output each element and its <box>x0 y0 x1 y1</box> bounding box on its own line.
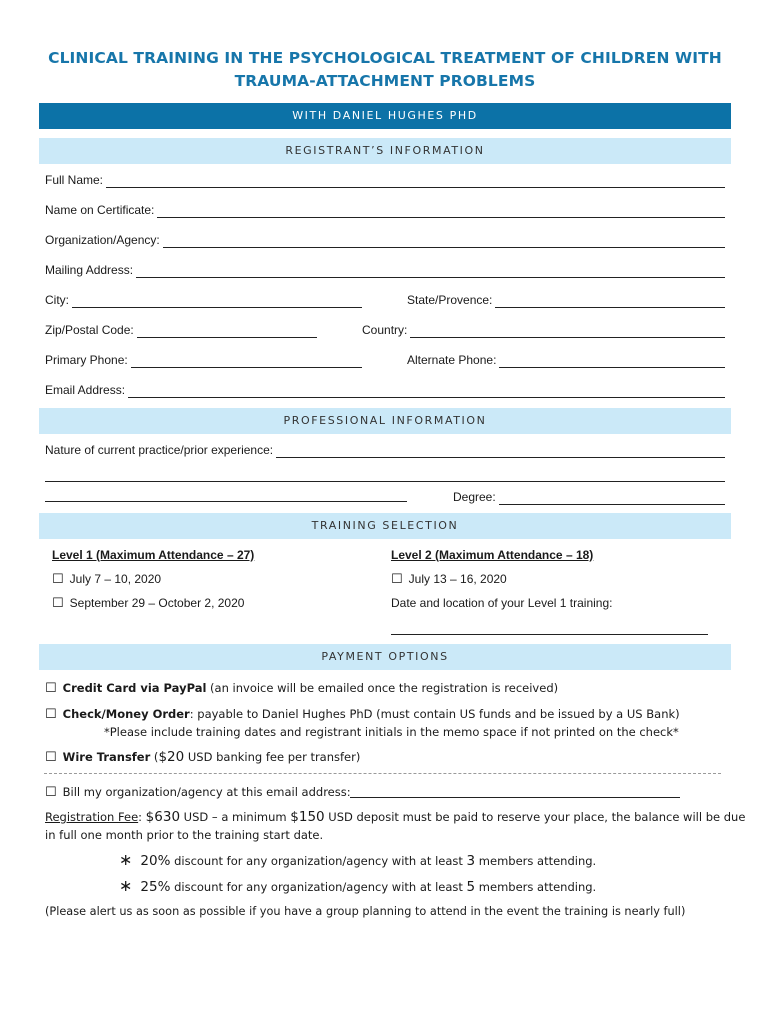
fee-colon: : <box>138 810 146 824</box>
level1-option-2-label: September 29 – October 2, 2020 <box>69 596 245 610</box>
dashed-divider <box>44 773 721 774</box>
asterisk-icon: ∗ <box>119 876 133 895</box>
level1-option-2[interactable] <box>52 595 244 612</box>
email-label: Email Address: <box>45 383 126 397</box>
discount-20-count: 3 <box>466 853 476 869</box>
primary-phone-label: Primary Phone: <box>45 353 128 367</box>
section-training: TRAINING SELECTION <box>39 513 731 539</box>
fee-label: Registration Fee <box>45 810 139 824</box>
checkbox-icon[interactable]: ☐ <box>45 707 57 722</box>
bill-org-email-line[interactable] <box>350 797 680 798</box>
primary-phone-line[interactable] <box>131 355 362 368</box>
check-option[interactable] <box>45 706 680 723</box>
wire-label: Wire Transfer <box>62 750 151 764</box>
level1-training-prompt: Date and location of your Level 1 training: <box>391 596 613 610</box>
discount-25-mid: discount for any organization/agency with at least <box>170 880 467 894</box>
city-label: City: <box>45 293 69 307</box>
city-line[interactable] <box>72 295 362 308</box>
alternate-phone-field[interactable] <box>407 352 725 368</box>
level1-heading: Level 1 (Maximum Attendance – 27) <box>52 548 255 562</box>
wire-paren: ( <box>150 750 159 764</box>
zip-label: Zip/Postal Code: <box>45 323 134 337</box>
checkbox-icon[interactable]: ☐ <box>52 572 64 587</box>
checkbox-icon[interactable]: ☐ <box>45 750 57 765</box>
registration-fee-line2: in full one month prior to the training start date. <box>45 828 324 842</box>
zip-line[interactable] <box>137 325 317 338</box>
organization-field[interactable] <box>45 232 725 248</box>
bill-org-option[interactable] <box>45 784 351 801</box>
mailing-address-line[interactable] <box>136 265 725 278</box>
fee-mid: USD – a minimum <box>180 810 291 824</box>
level2-option-1-label: July 13 – 16, 2020 <box>408 572 507 586</box>
checkbox-icon[interactable]: ☐ <box>45 785 57 800</box>
discount-20-pct: 20% <box>140 853 171 869</box>
paypal-description: (an invoice will be emailed once the registration is received) <box>206 681 559 695</box>
check-label: Check/Money Order <box>62 707 190 721</box>
full-name-line[interactable] <box>106 175 725 188</box>
asterisk-icon: ∗ <box>119 850 133 869</box>
wire-amount: $20 <box>158 749 185 765</box>
alternate-phone-label: Alternate Phone: <box>407 353 497 367</box>
full-name-field[interactable] <box>45 172 725 188</box>
discount-20-mid: discount for any organization/agency with at least <box>170 854 467 868</box>
section-payment: PAYMENT OPTIONS <box>39 644 731 670</box>
degree-label: Degree: <box>453 490 496 504</box>
wire-description: USD banking fee per transfer) <box>184 750 361 764</box>
country-line[interactable] <box>410 325 725 338</box>
state-field[interactable] <box>407 292 725 308</box>
full-name-label: Full Name: <box>45 173 104 187</box>
checkbox-icon[interactable]: ☐ <box>45 681 57 696</box>
paypal-option[interactable] <box>45 680 558 697</box>
section-professional: PROFESSIONAL INFORMATION <box>39 408 731 434</box>
email-line[interactable] <box>128 385 725 398</box>
practice-line-3[interactable] <box>45 501 407 502</box>
discount-25-end: members attending. <box>475 880 597 894</box>
level1-option-1-label: July 7 – 10, 2020 <box>69 572 162 586</box>
discount-20 <box>119 852 596 869</box>
country-field[interactable] <box>362 322 725 338</box>
practice-label: Nature of current practice/prior experience: <box>45 443 274 457</box>
mailing-address-field[interactable] <box>45 262 725 278</box>
level2-option-1[interactable] <box>391 571 507 588</box>
wire-option[interactable] <box>45 749 360 766</box>
certificate-name-label: Name on Certificate: <box>45 203 155 217</box>
check-description: : payable to Daniel Hughes PhD (must contain US funds and be issued by a US Bank) <box>189 707 680 721</box>
email-field[interactable] <box>45 382 725 398</box>
state-label: State/Provence: <box>407 293 493 307</box>
fee-amount: $630 <box>145 809 181 825</box>
primary-phone-field[interactable] <box>45 352 362 368</box>
alternate-phone-line[interactable] <box>499 355 725 368</box>
country-label: Country: <box>362 323 408 337</box>
paypal-label: Credit Card via PayPal <box>62 681 207 695</box>
certificate-name-field[interactable] <box>45 202 725 218</box>
presenter-bar: WITH DANIEL HUGHES PHD <box>39 103 731 129</box>
certificate-name-line[interactable] <box>157 205 725 218</box>
organization-label: Organization/Agency: <box>45 233 160 247</box>
degree-field[interactable] <box>453 489 725 505</box>
registration-fee-line1 <box>45 809 745 825</box>
state-line[interactable] <box>495 295 725 308</box>
degree-line[interactable] <box>499 492 725 505</box>
practice-line[interactable] <box>276 445 725 458</box>
bill-org-label: Bill my organization/agency at this email address: <box>62 785 351 799</box>
discount-20-end: members attending. <box>475 854 597 868</box>
deposit-amount: $150 <box>290 809 325 825</box>
practice-line-2[interactable] <box>45 481 725 482</box>
practice-field[interactable] <box>45 442 725 458</box>
discount-25-count: 5 <box>466 879 476 895</box>
organization-line[interactable] <box>163 235 725 248</box>
group-note: (Please alert us as soon as possible if you have a group planning to attend in the event the training is nearly full) <box>45 905 686 918</box>
level2-heading: Level 2 (Maximum Attendance – 18) <box>391 548 594 562</box>
zip-field[interactable] <box>45 322 317 338</box>
checkbox-icon[interactable]: ☐ <box>52 596 64 611</box>
check-note: *Please include training dates and registrant initials in the memo space if not printed on the check* <box>104 725 679 739</box>
fee-rest: USD deposit must be paid to reserve your place, the balance will be due <box>324 810 746 824</box>
page-title-line1: CLINICAL TRAINING IN THE PSYCHOLOGICAL TREATMENT OF CHILDREN WITH <box>48 49 722 67</box>
level1-option-1[interactable] <box>52 571 161 588</box>
page-title-line2: TRAUMA-ATTACHMENT PROBLEMS <box>234 72 536 90</box>
section-registrant: REGISTRANT’S INFORMATION <box>39 138 731 164</box>
discount-25 <box>119 878 596 895</box>
level1-training-line[interactable] <box>391 634 708 635</box>
discount-25-pct: 25% <box>140 879 171 895</box>
mailing-address-label: Mailing Address: <box>45 263 134 277</box>
city-field[interactable] <box>45 292 362 308</box>
checkbox-icon[interactable]: ☐ <box>391 572 403 587</box>
